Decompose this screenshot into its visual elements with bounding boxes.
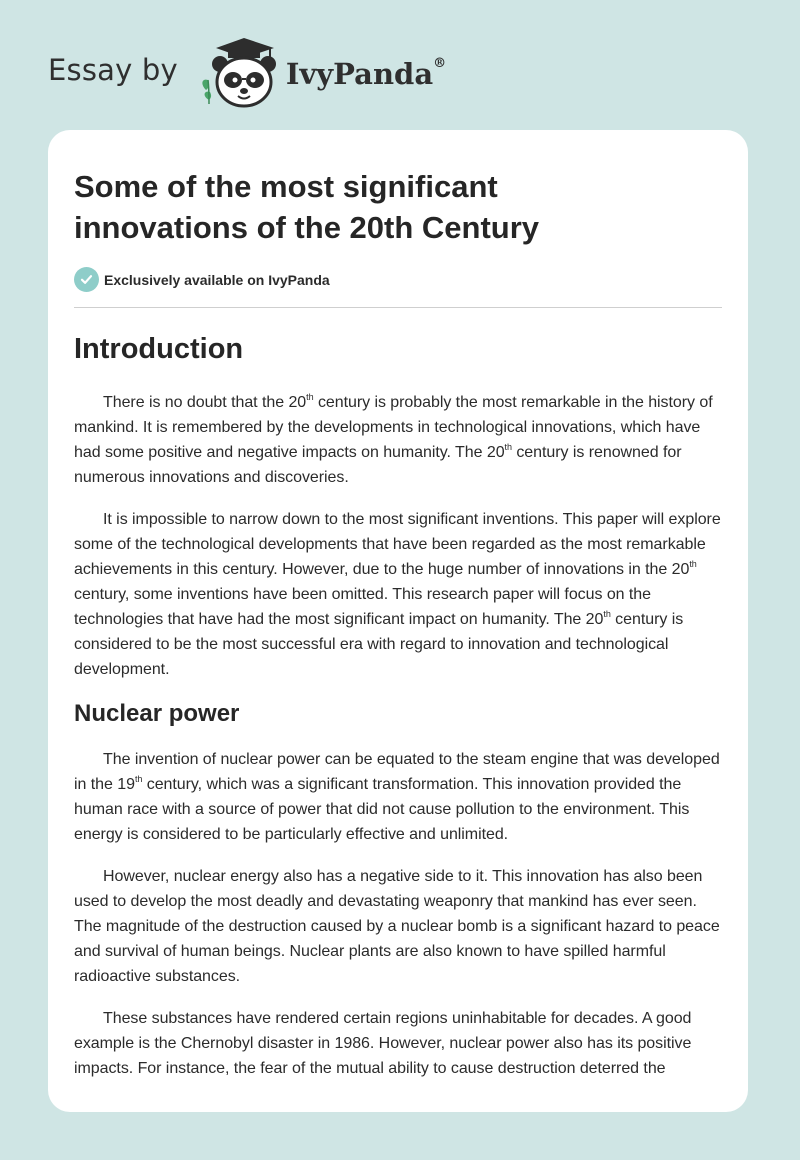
section-heading-introduction: Introduction — [74, 333, 244, 365]
paragraph: However, nuclear energy also has a negative side to it. This innovation has also been used to develop the most deadly and devastating weaponry that mankind has ever seen. The magnitude of the destruction caused by a nuclear bomb is a significant hazard to peace and survival of human beings. Nuclear plants are also known to have spilled harmful radioactive substances. — [74, 868, 720, 985]
paragraph: It is impossible to narrow down to the most significant inventions. This paper will explore some of the technological developments that have been regarded as the most remarkable achievements in this century. However, due to the huge number of innovations in the 20th century, some inventions have been omitted. This research paper will focus on the technologies that have had the most significant impact on humanity. The 20th century is considered to be the most successful era with regard to innovation and technological development. — [74, 511, 721, 678]
brand-prefix: Essay by — [48, 53, 178, 87]
brand-name: IvyPanda® — [285, 56, 447, 91]
paragraph: These substances have rendered certain regions uninhabitable for decades. A good example is the Chernobyl disaster in 1986. However, nuclear power also has its positive impacts. For instance, the fear of the mutual ability to cause destruction deterred the — [74, 1010, 692, 1077]
checkmark-icon — [74, 267, 99, 292]
paragraph: The invention of nuclear power can be equated to the steam engine that was developed in the 19th century, which was a significant transformation. This innovation provided the human race with a source of power that did not cause pollution to the environment. This energy is considered to be particularly effective and unlimited. — [74, 751, 720, 843]
exclusive-badge — [74, 267, 722, 292]
badge-label: Exclusively available on IvyPanda — [104, 271, 330, 288]
section-heading-nuclear-power: Nuclear power — [74, 700, 240, 727]
paragraph: There is no doubt that the 20th century is probably the most remarkable in the history of mankind. It is remembered by the developments in technological innovations, which have had some positive and negative impacts on humanity. The 20th century is renowned for numerous innovations and discoveries. — [74, 391, 713, 486]
site-brand[interactable] — [48, 34, 446, 110]
page-title: Some of the most significant innovations of the 20th Century — [74, 169, 540, 245]
panda-graduate-logo-icon — [192, 34, 282, 110]
divider — [74, 307, 722, 308]
essay-card — [48, 130, 748, 1112]
